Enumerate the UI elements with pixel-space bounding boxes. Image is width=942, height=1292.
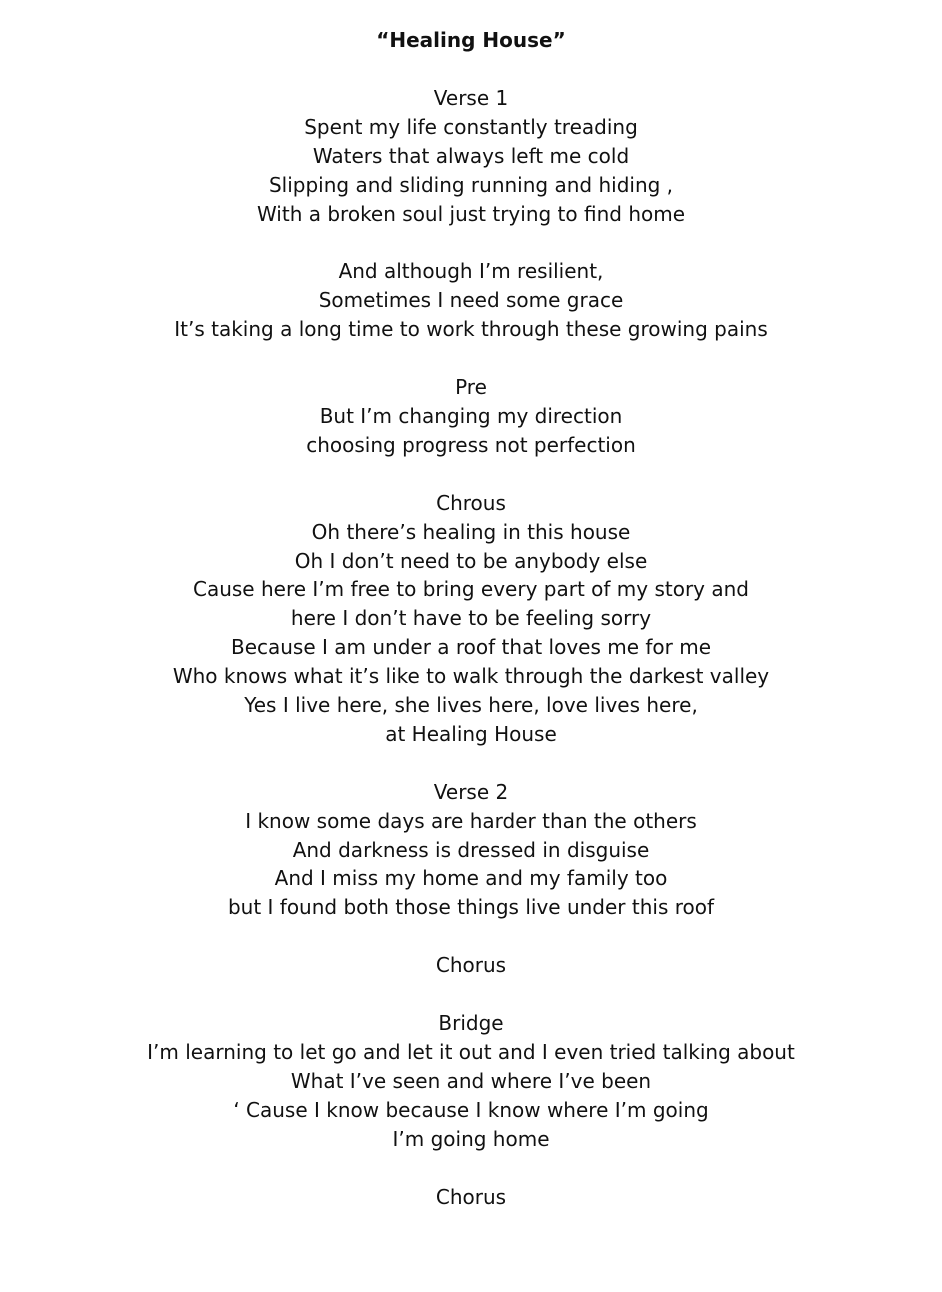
section-heading-chorus-final: Chorus	[435, 1184, 507, 1209]
lyric-line: Because I am under a roof that loves me for me	[230, 635, 712, 660]
lyric-line: Slipping and sliding running and hiding ,	[268, 172, 674, 197]
lyric-line: It’s taking a long time to work through these growing pains	[174, 317, 768, 342]
verse-1-section	[0, 84, 942, 228]
chorus-repeat-1	[0, 951, 942, 980]
lyric-line: Oh there’s healing in this house	[311, 519, 631, 544]
verse-2-section	[0, 778, 942, 922]
lyric-line: Cause here I’m free to bring every part of my story and	[192, 577, 749, 602]
lyric-line: Who knows what it’s like to walk through the darkest valley	[172, 664, 770, 689]
section-heading-verse-2: Verse 2	[433, 779, 509, 804]
pre-chorus-section	[0, 373, 942, 460]
lyric-line: Waters that always left me cold	[312, 143, 630, 168]
lyric-line: And I miss my home and my family too	[274, 866, 668, 891]
lyric-line: ‘ Cause I know because I know where I’m going	[233, 1097, 709, 1122]
lyric-line: Spent my life constantly treading	[304, 114, 638, 139]
section-heading-pre: Pre	[455, 375, 487, 400]
lyric-line: With a broken soul just trying to find home	[256, 201, 686, 226]
lyric-line: here I don’t have to be feeling sorry	[290, 606, 652, 631]
lyric-line: Yes I live here, she lives here, love lives here,	[244, 693, 698, 718]
song-title: “Healing House”	[376, 28, 566, 52]
section-heading-bridge: Bridge	[438, 1011, 504, 1036]
lyric-line: at Healing House	[385, 721, 557, 746]
lyric-line: And although I’m resilient,	[338, 259, 604, 284]
section-heading-chorus-repeat: Chorus	[435, 953, 507, 978]
bridge-section	[0, 1009, 942, 1153]
lyrics-document	[0, 26, 942, 1241]
lyric-line: I know some days are harder than the others	[245, 808, 697, 833]
lyric-line: choosing progress not perfection	[306, 432, 636, 457]
chorus-section	[0, 489, 942, 749]
verse-1-continuation	[0, 257, 942, 344]
lyric-line: Oh I don’t need to be anybody else	[294, 548, 648, 573]
lyric-line: but I found both those things live under this roof	[227, 895, 715, 920]
lyric-line: And darkness is dressed in disguise	[292, 837, 650, 862]
lyric-line: I’m going home	[392, 1126, 550, 1151]
lyric-line: But I’m changing my direction	[319, 404, 623, 429]
lyric-line: I’m learning to let go and let it out and I even tried talking about	[147, 1040, 795, 1065]
lyric-line: What I’ve seen and where I’ve been	[290, 1068, 652, 1093]
lyric-line: Sometimes I need some grace	[318, 288, 624, 313]
chorus-repeat-2	[0, 1183, 942, 1212]
section-heading-verse-1: Verse 1	[433, 86, 509, 110]
section-heading-chorus: Chrous	[436, 490, 506, 515]
